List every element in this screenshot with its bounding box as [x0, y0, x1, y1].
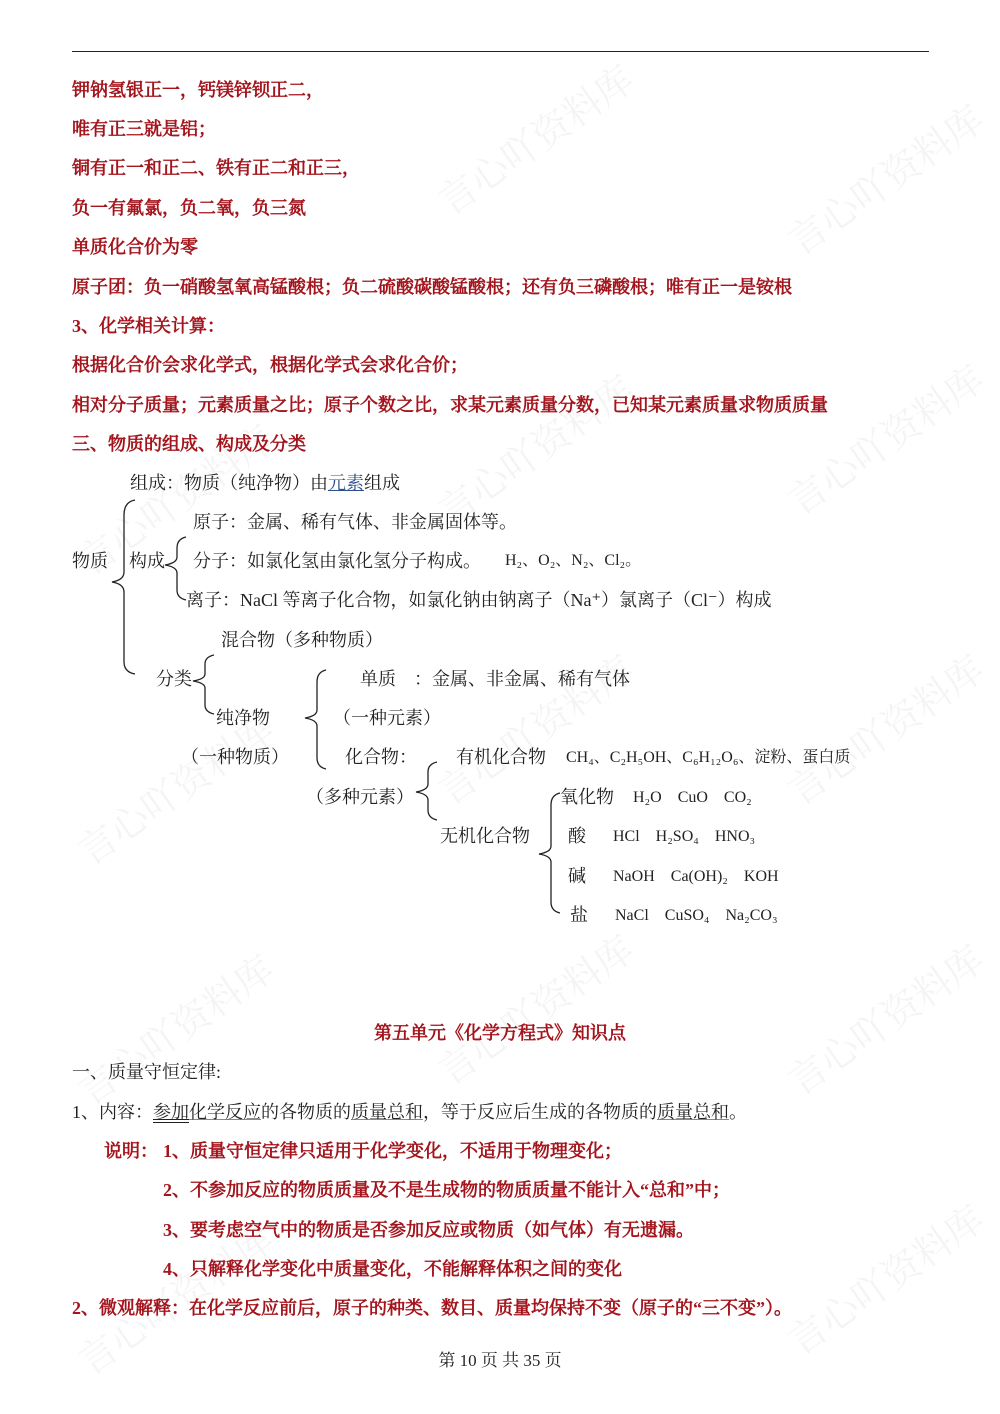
composition-line [130, 471, 400, 495]
inorganic-row-items: HCl H₂SO₄ HNO₃ [613, 828, 756, 845]
pure-brace [305, 670, 326, 769]
composition-prefix: 组成：物质（纯净物）由 [130, 473, 328, 493]
watermark-text [775, 90, 993, 266]
pure-label: 纯净物 [216, 708, 270, 728]
molecule-line: 分子：如氯化氢由氯化氢分子构成。 [193, 551, 481, 571]
inorganic-label: 无机化合物 [440, 826, 530, 846]
underlined-term: 化学反应 [189, 1102, 261, 1122]
unit-title: 第五单元《化学方程式》知识点 [374, 1023, 626, 1043]
inorganic-row-items: NaOH Ca(OH)₂ KOH [613, 868, 779, 885]
rhyme-line: 钾钠氢银正一，钙镁锌钡正二， [72, 80, 324, 100]
notes-label: 说明： [104, 1141, 158, 1161]
compound-note: （多种元素） [306, 787, 414, 807]
section-heading: 三、物质的组成、构成及分类 [72, 434, 306, 454]
law-heading: 一、质量守恒定律: [72, 1062, 222, 1082]
underlined-term: 质量总和 [351, 1102, 423, 1122]
organic-examples: CH₄、C₂H₅OH、C₆H₁₂O₆、淀粉、蛋白质 [566, 749, 851, 766]
note-line: 4、只解释化学变化中质量变化，不能解释体积之间的变化 [163, 1259, 622, 1279]
content-text: ，等于反应后生成的各物质的 [423, 1102, 657, 1122]
watermark-text [775, 350, 993, 526]
underlined-term: 质量总和 [657, 1102, 729, 1122]
substance-label: 物质 [72, 551, 108, 571]
inorganic-row-label: 盐 [570, 905, 588, 925]
rhyme-line: 单质化合价为零 [72, 237, 198, 257]
inorganic-row-items: NaCl CuSO₄ Na₂CO₃ [615, 907, 778, 924]
calc-heading: 3、化学相关计算： [72, 316, 225, 336]
mixture-label: 混合物（多种物质） [221, 630, 383, 650]
molecule-formulas: H₂、O₂、N₂、Cl₂。 [505, 552, 642, 569]
watermark-text [425, 920, 643, 1096]
content-text: 的各物质的 [261, 1102, 351, 1122]
pure-note: （一种物质） [181, 747, 289, 767]
structure-label: 构成 [129, 551, 165, 571]
classification-brace [193, 655, 214, 714]
watermark-text [775, 1190, 993, 1366]
inorganic-row-label: 碱 [568, 866, 586, 886]
ion-line: 离子：NaCl 等离子化合物，如氯化钠由钠离子（Na⁺）氯离子（Cl⁻）构成 [186, 590, 772, 610]
underlined-term: 参加 [153, 1102, 189, 1122]
compound-brace [416, 762, 437, 820]
calc-line: 相对分子质量；元素质量之比；原子个数之比，求某元素质量分数，已知某元素质量求物质质量 [72, 395, 828, 415]
structure-brace [165, 537, 186, 600]
calc-line: 根据化合价会求化学式，根据化学式会求化合价； [72, 355, 468, 375]
watermark-text [775, 640, 993, 816]
element-link[interactable]: 元素 [328, 473, 364, 493]
content-line [72, 1100, 747, 1124]
atom-line: 原子：金属、稀有气体、非金属固体等。 [193, 512, 517, 532]
micro-explanation: 2、微观解释：在化学反应前后，原子的种类、数目、质量均保持不变（原子的“三不变”）。 [72, 1298, 792, 1318]
rhyme-line: 负一有氟氯，负二氧，负三氮 [72, 198, 306, 218]
classification-label: 分类 [156, 669, 192, 689]
watermark-text [775, 930, 993, 1106]
inorganic-row-label: 酸 [568, 826, 586, 846]
page-footer: 第 10 页 共 35 页 [438, 1351, 562, 1370]
rhyme-line: 铜有正一和正二、铁有正二和正三， [72, 158, 360, 178]
organic-label: 有机化合物 [456, 747, 546, 767]
inorganic-brace [539, 793, 560, 913]
note-line: 2、不参加反应的物质质量及不是生成物的物质质量不能计入“总和”中； [163, 1180, 730, 1200]
substance-brace [112, 500, 135, 674]
content-text: 。 [729, 1102, 747, 1122]
watermark-text [425, 50, 643, 226]
header-rule [72, 51, 929, 52]
inorganic-row-items: H₂O CuO CO₂ [633, 789, 752, 806]
content-prefix: 1、内容： [72, 1102, 153, 1122]
element-note: （一种元素） [333, 708, 441, 728]
compound-label: 化合物： [345, 747, 417, 767]
note-line: 3、要考虑空气中的物质是否参加反应或物质（如气体）有无遗漏。 [163, 1220, 694, 1240]
rhyme-line: 原子团：负一硝酸氢氧高锰酸根；负二硫酸碳酸锰酸根；还有负三磷酸根；唯有正一是铵根 [72, 277, 792, 297]
note-line: 1、质量守恒定律只适用于化学变化，不适用于物理变化； [163, 1141, 622, 1161]
composition-suffix: 组成 [364, 473, 400, 493]
inorganic-row-label: 氧化物 [560, 787, 614, 807]
rhyme-line: 唯有正三就是铝； [72, 119, 216, 139]
element-substance-line: 单质 ：金属、非金属、稀有气体 [360, 669, 630, 689]
